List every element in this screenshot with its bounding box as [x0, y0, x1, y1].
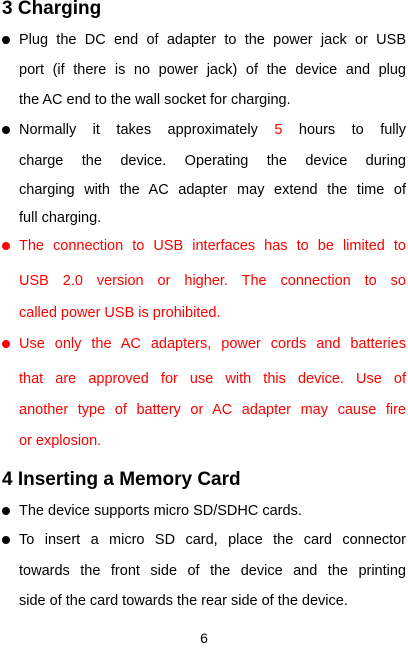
bullet-icon	[2, 242, 10, 250]
text-line: To insert a micro SD card, place the card connector	[19, 532, 406, 548]
text-line: called power USB is prohibited.	[19, 305, 221, 321]
bullet-icon	[2, 340, 10, 348]
hours-value: 5	[274, 122, 283, 138]
bullet-icon	[2, 536, 10, 544]
text-line: charge the device. Operating the device during	[19, 153, 406, 169]
text-line: Plug the DC end of adapter to the power jack or USB	[19, 32, 406, 48]
bullet-icon	[2, 507, 10, 515]
page-number: 6	[200, 630, 208, 646]
text-line: the AC end to the wall socket for charging.	[19, 92, 291, 108]
bullet-icon	[2, 36, 10, 44]
text-line: towards the front side of the device and the printing	[19, 563, 406, 579]
section-heading-charging: 3 Charging	[2, 0, 102, 19]
text-line	[19, 120, 406, 150]
text-fragment: Normally it takes approximately	[19, 122, 258, 138]
text-line: side of the card towards the rear side of the device.	[19, 593, 348, 609]
text-line: The connection to USB interfaces has to be limited to	[19, 238, 406, 254]
text-line: full charging.	[19, 210, 102, 226]
text-line: or explosion.	[19, 433, 102, 449]
text-fragment: hours to fully	[298, 122, 406, 138]
text-line: another type of battery or AC adapter may cause fire	[19, 402, 406, 418]
text-line: charging with the AC adapter may extend the time of	[19, 182, 406, 198]
text-line: Use only the AC adapters, power cords and batteries	[19, 336, 406, 352]
section-heading-memory-card: 4 Inserting a Memory Card	[2, 469, 241, 490]
text-line: that are approved for use with this device. Use of	[19, 371, 406, 387]
text-line: USB 2.0 version or higher. The connection to so	[19, 273, 406, 289]
bullet-icon	[2, 126, 10, 134]
text-line: The device supports micro SD/SDHC cards.	[19, 503, 302, 519]
text-line: port (if there is no power jack) of the device and plug	[19, 62, 406, 78]
